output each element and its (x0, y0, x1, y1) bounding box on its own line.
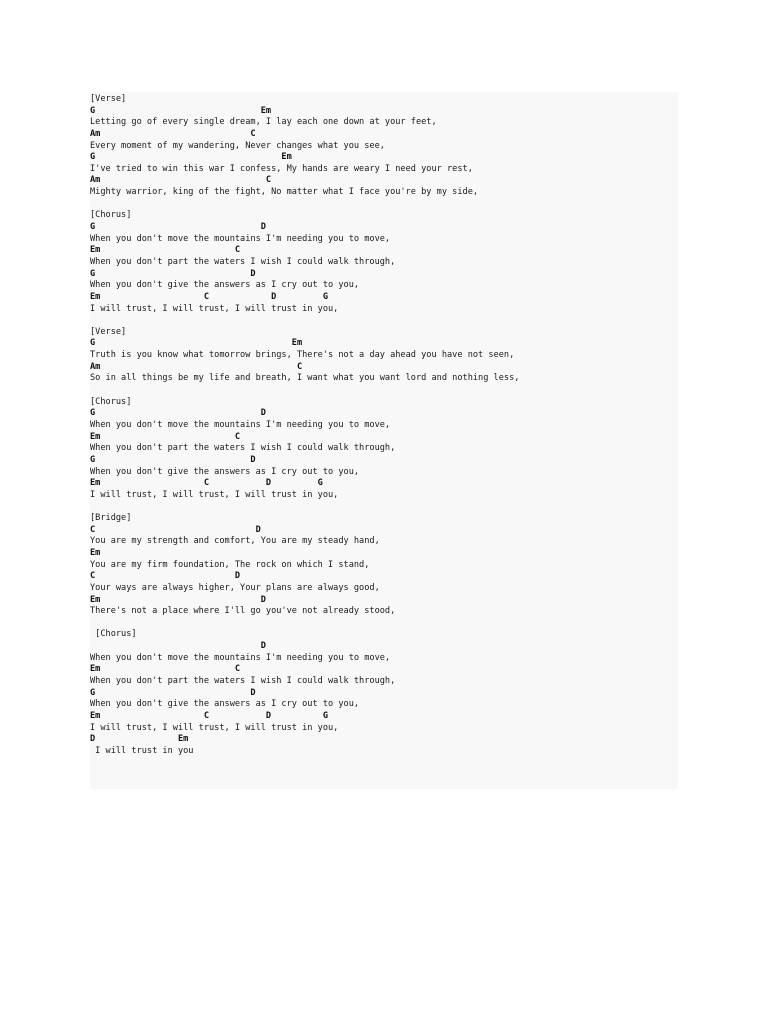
chord-line: Em C (90, 664, 241, 675)
chord-line: C D (90, 524, 261, 535)
chord-line: G Em (90, 105, 272, 116)
lyric-line: Every moment of my wandering, Never changes what you see, (90, 140, 385, 151)
chord-line: Em (90, 547, 101, 558)
chord-line: G Em (90, 152, 292, 163)
chord-line: G D (90, 687, 256, 698)
lyric-line: Your ways are always higher, Your plans are always good, (90, 582, 380, 593)
song-lines (90, 94, 678, 758)
lyric-line: There's not a place where I'll go you've not already stood, (90, 606, 396, 617)
lyric-line: When you don't give the answers as I cry out to you, (90, 699, 360, 710)
lyric-line: When you don't move the mountains I'm needing you to move, (90, 652, 391, 663)
chord-line: G D (90, 454, 256, 465)
blank-line (90, 618, 678, 630)
chord-line: G D (90, 408, 266, 419)
section-header: [Verse] (90, 326, 127, 337)
section-header: [Verse] (90, 94, 127, 104)
lyric-line: So in all things be my life and breath, I want what you want lord and nothing less, (90, 373, 520, 384)
lyric-line: I will trust, I will trust, I will trust in you, (90, 722, 339, 733)
lyric-line: You are my strength and comfort, You are my steady hand, (90, 536, 380, 547)
lyric-line: Truth is you know what tomorrow brings, There's not a day ahead you have not seen, (90, 350, 515, 361)
chord-line: Em C (90, 245, 241, 256)
blank-line (90, 199, 678, 211)
chord-line: C D (90, 571, 241, 582)
blank-line (90, 315, 678, 327)
blank-line (90, 501, 678, 513)
lyric-line: When you don't part the waters I wish I could walk through, (90, 676, 396, 687)
section-header: [Chorus] (90, 210, 132, 221)
chord-sheet (90, 92, 678, 789)
lyric-line: When you don't part the waters I wish I could walk through, (90, 256, 396, 267)
section-header: [Chorus] (90, 629, 137, 640)
chord-line: Am C (90, 128, 256, 139)
chord-line: G Em (90, 338, 303, 349)
lyric-line: When you don't move the mountains I'm needing you to move, (90, 233, 391, 244)
lyric-line: I will trust, I will trust, I will trust in you, (90, 303, 339, 314)
chord-line: Em C D G (90, 291, 328, 302)
chord-line: G D (90, 268, 256, 279)
chord-line: G D (90, 222, 266, 233)
chord-line: Em C (90, 431, 241, 442)
chord-line: Em C D G (90, 710, 328, 721)
chord-line: Em D (90, 594, 266, 605)
chord-line: Am C (90, 361, 303, 372)
lyric-line: When you don't give the answers as I cry out to you, (90, 466, 360, 477)
chord-line: D (90, 641, 266, 652)
lyric-line: When you don't give the answers as I cry out to you, (90, 280, 360, 291)
lyric-line: I will trust, I will trust, I will trust in you, (90, 489, 339, 500)
section-header: [Bridge] (90, 513, 132, 524)
lyric-line: Mighty warrior, king of the fight, No matter what I face you're by my side, (90, 187, 479, 198)
chord-line: Am C (90, 175, 272, 186)
lyric-line: Letting go of every single dream, I lay each one down at your feet, (90, 117, 437, 128)
lyric-line: You are my firm foundation, The rock on which I stand, (90, 559, 370, 570)
lyric-line: When you don't move the mountains I'm needing you to move, (90, 419, 391, 430)
blank-line (90, 385, 678, 397)
lyric-line: When you don't part the waters I wish I could walk through, (90, 443, 396, 454)
chord-line: Em C D G (90, 478, 323, 489)
lyric-line: I will trust in you (90, 745, 194, 756)
chord-line: D Em (90, 734, 189, 745)
section-header: [Chorus] (90, 396, 132, 407)
lyric-line: I've tried to win this war I confess, My hands are weary I need your rest, (90, 163, 473, 174)
